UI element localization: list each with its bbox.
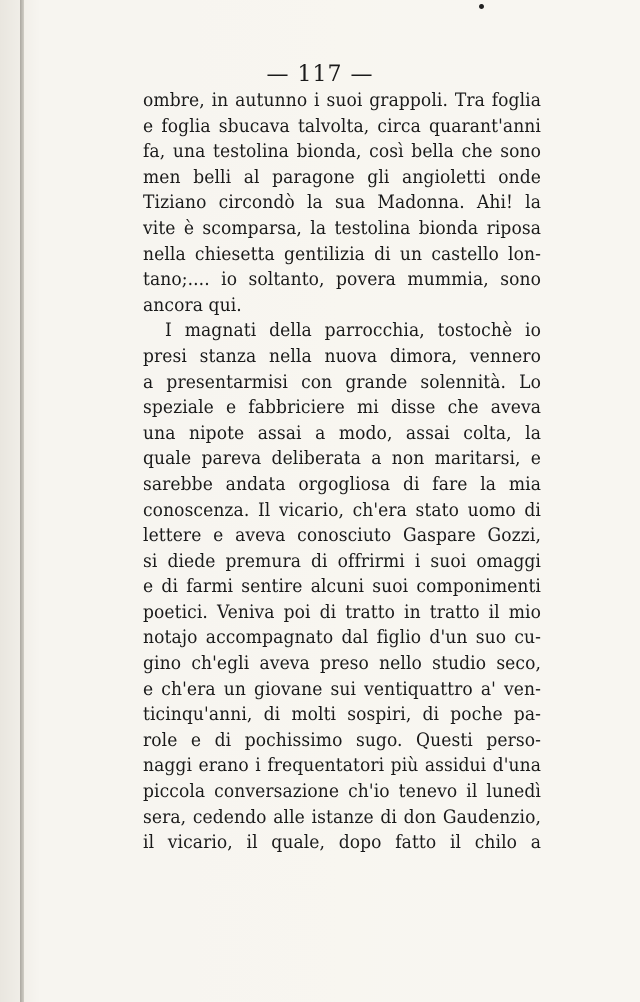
text-line: vite è scomparsa, la testolina bionda riposa — [143, 216, 541, 239]
text-line: nella chiesetta gentilizia di un castello lon- — [143, 242, 541, 265]
text-line: tano;.... io soltanto, povera mummia, sono — [143, 268, 541, 291]
text-line: ombre, in autunno i suoi grappoli. Tra foglia — [143, 89, 541, 111]
text-line: role e di pochissimo sugo. Questi perso- — [143, 728, 541, 751]
ink-speck — [479, 4, 484, 9]
text-line: gino ch'egli aveva preso nello studio seco, — [143, 652, 541, 675]
text-line: fa, una testolina bionda, così bella che sono — [143, 140, 541, 163]
text-line: I magnati della parrocchia, tostochè io — [165, 319, 541, 342]
text-line: naggi erano i frequentatori più assidui d'una — [143, 754, 541, 777]
text-line: piccola conversazione ch'io tenevo il lunedì — [143, 780, 541, 803]
text-line: una nipote assai a modo, assai colta, la — [143, 421, 541, 444]
text-line: ancora qui. — [143, 293, 242, 316]
text-line: sera, cedendo alle istanze di don Gaudenzio, — [143, 805, 541, 828]
text-line: notajo accompagnato dal figlio d'un suo cu- — [143, 626, 541, 649]
text-line: si diede premura di offrirmi i suoi omaggi — [143, 549, 541, 572]
text-line: lettere e aveva conosciuto Gaspare Gozzi, — [143, 524, 541, 547]
body-text — [143, 88, 541, 856]
text-line: men belli al paragone gli angioletti onde — [143, 165, 541, 188]
text-line: conoscenza. Il vicario, ch'era stato uomo di — [143, 498, 541, 521]
page-number: — 117 — — [266, 62, 374, 87]
text-line: sarebbe andata orgogliosa di fare la mia — [143, 472, 541, 495]
text-line: e di farmi sentire alcuni suoi componimenti — [143, 575, 541, 598]
text-line: presi stanza nella nuova dimora, vennero — [143, 344, 541, 367]
text-line: e ch'era un giovane sui ventiquattro a' ven- — [143, 677, 541, 700]
page-gutter-shadow — [20, 0, 24, 1002]
text-line: ticinqu'anni, di molti sospiri, di poche pa- — [143, 703, 541, 726]
text-line: quale pareva deliberata a non maritarsi, e — [143, 447, 541, 470]
text-line: a presentarmisi con grande solennità. Lo — [143, 370, 541, 393]
text-line: il vicario, il quale, dopo fatto il chilo a — [143, 831, 541, 854]
text-line: Tiziano circondò la sua Madonna. Ahi! la — [143, 191, 541, 214]
text-line: poetici. Veniva poi di tratto in tratto il mio — [143, 600, 541, 623]
text-line: e foglia sbucava talvolta, circa quarant'anni — [143, 114, 541, 137]
text-line: speziale e fabbriciere mi disse che aveva — [143, 396, 541, 419]
